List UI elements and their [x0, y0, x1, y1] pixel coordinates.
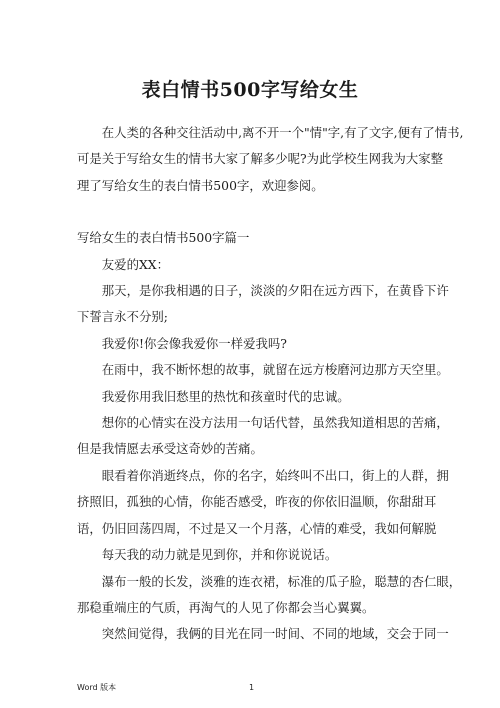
salutation: 友爱的XX： — [101, 256, 170, 272]
letter-paragraph-5 — [77, 410, 449, 463]
footer-label: Word 版本 — [77, 683, 117, 692]
text-line: 在雨中，我不断怀想的故事，就留在远方梭磨河边那方天空里。 — [101, 362, 449, 378]
text-line: 那稳重端庄的气质，再淘气的人见了你都会当心翼翼。 — [77, 599, 375, 615]
letter-paragraph-4 — [77, 384, 435, 410]
text-line: 下誓言永不分别; — [77, 309, 168, 325]
letter-paragraph-8 — [77, 569, 462, 622]
letter-paragraph-6 — [77, 463, 449, 542]
text-line: 但是我情愿去承受这奇妙的苦痛。 — [77, 441, 263, 457]
text-line: 我爱你用我旧愁里的热忱和孩童时代的忠诚。 — [101, 388, 350, 404]
letter-paragraph-9 — [77, 621, 449, 647]
paragraph-spacer — [77, 199, 435, 225]
text-line: 眼看着你消逝终点，你的名字，始终叫不出口，街上的人群，拥 — [101, 467, 449, 483]
intro-line-1: 在人类的各种交往活动中,离不开一个"情"字,有了文字,便有了情书, — [101, 125, 464, 140]
intro-paragraph — [77, 120, 464, 199]
text-line: 那天，是你我相遇的日子，淡淡的夕阳在远方西下，在黄昏下许 — [101, 283, 449, 299]
intro-line-2: 可是关于写给女生的情书大家了解多少呢?为此学校生网我为大家整 — [77, 151, 443, 167]
text-line: 语，仍旧回荡四周，不过是又一个月落，心情的难受，我如何解脱 — [77, 520, 437, 536]
page-number: 1 — [249, 683, 255, 692]
letter-paragraph-7 — [77, 542, 435, 568]
text-line: 每天我的动力就是见到你，并和你说说话。 — [101, 547, 338, 563]
text-line: 我爱你!你会像我爱你一样爱我吗? — [101, 335, 287, 351]
text-line: 突然间觉得，我俩的目光在同一时间、不同的地域，交会于同一 — [101, 626, 449, 642]
text-line: 想你的心情实在没方法用一句话代替，虽然我知道相思的苦痛， — [101, 415, 449, 431]
letter-paragraph-2 — [77, 331, 435, 357]
intro-line-3: 理了写给女生的表白情书500字，欢迎参阅。 — [77, 177, 324, 193]
document-body — [77, 120, 464, 648]
document-title: 表白情书500字写给女生 — [141, 79, 359, 101]
text-line: 挤照旧，孤独的心情，你能否感受，昨夜的你依旧温顺，你甜甜耳 — [77, 494, 437, 510]
letter-paragraph-1 — [77, 278, 449, 331]
section-heading: 写给女生的表白情书500字篇一 — [77, 230, 250, 246]
letter-paragraph-3 — [77, 357, 449, 383]
text-line: 瀑布一般的长发，淡雅的连衣裙，标准的瓜子脸，聪慧的杏仁眼， — [101, 573, 462, 589]
